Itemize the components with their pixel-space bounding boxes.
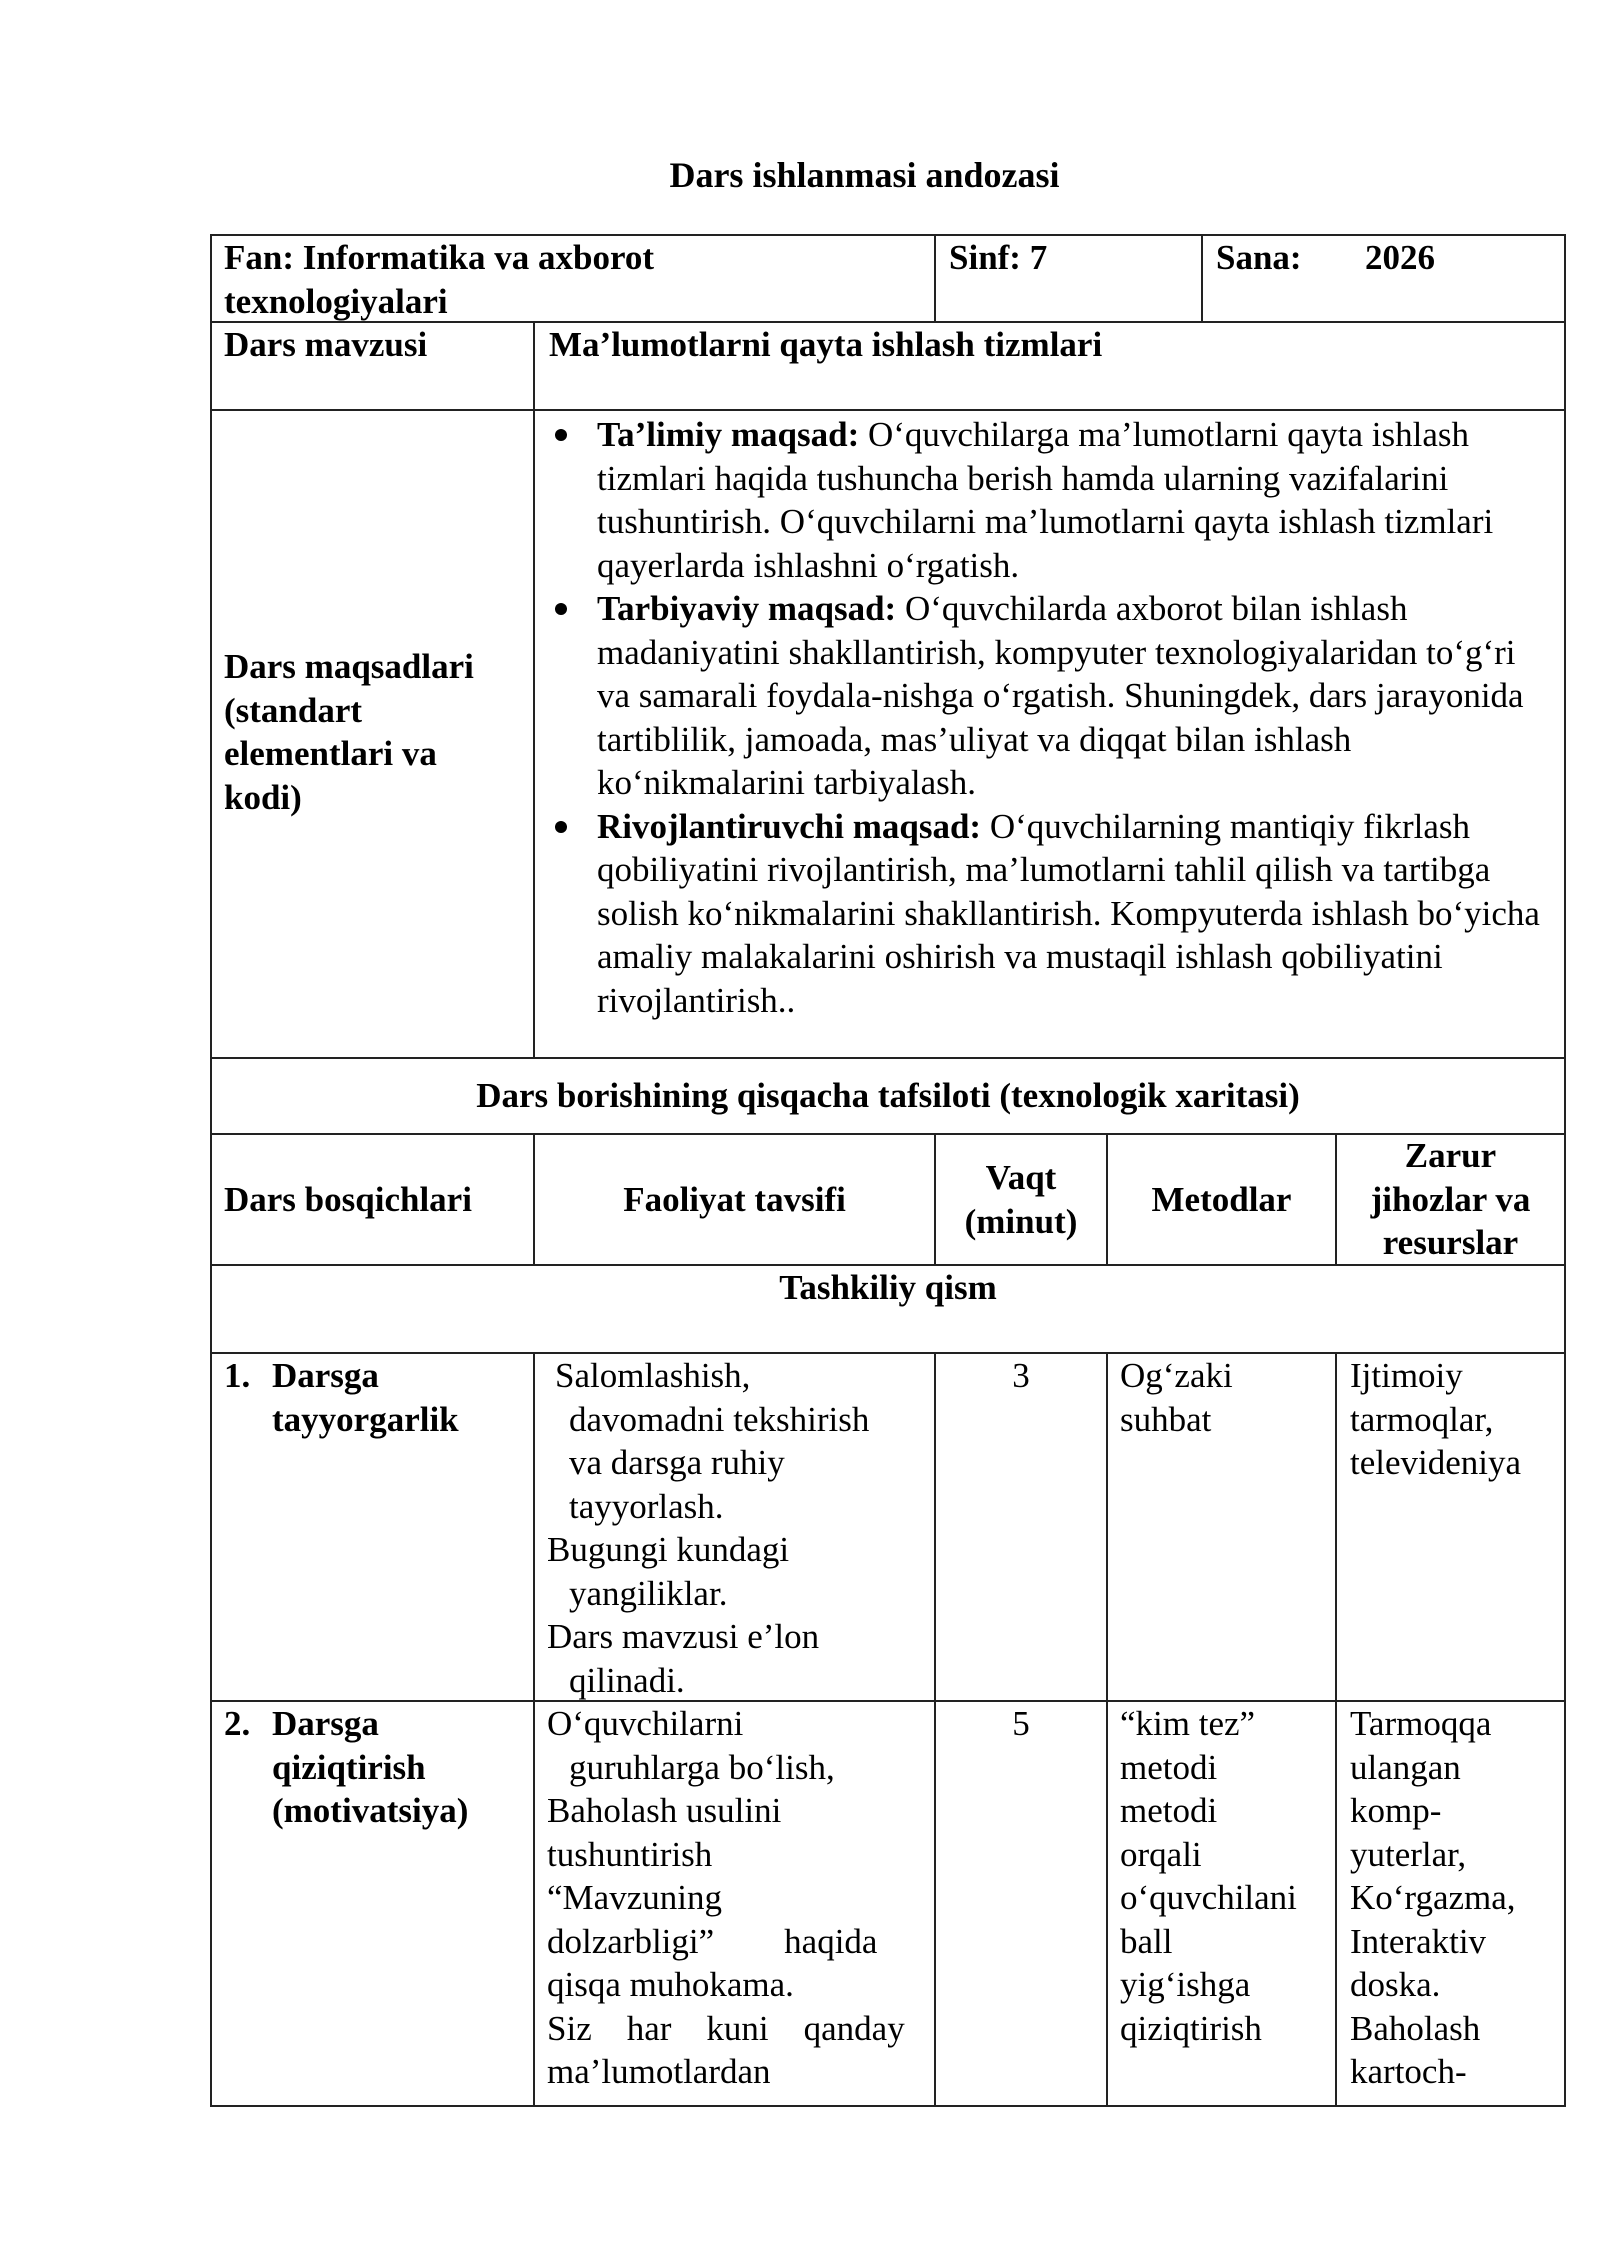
- method-cell: Og‘zaki suhbat: [1120, 1356, 1233, 1439]
- resources-cell: Ijtimoiy tarmoqlar, televideniya: [1350, 1356, 1522, 1482]
- section-title: Dars borishining qisqacha tafsiloti (texnologik xaritasi): [476, 1076, 1300, 1115]
- column-header-time: Vaqt (minut): [964, 1158, 1078, 1241]
- stage-name: Darsga tayyorgarlik: [272, 1356, 459, 1439]
- column-header-resources: Zarur jihozlar va resurslar: [1370, 1136, 1531, 1262]
- time-cell: 5: [1012, 1704, 1030, 1743]
- stage-name: Darsga qiziqtirish (motivatsiya): [272, 1704, 469, 1830]
- topic-label: Dars mavzusi: [224, 325, 428, 364]
- goals-label: Dars maqsadlari (standart elementlari va kodi): [224, 647, 474, 817]
- column-header-activity: Faoliyat tavsifi: [623, 1180, 846, 1219]
- part-title: Tashkiliy qism: [779, 1268, 997, 1307]
- subject-field: Fan: Informatika va axborot texnologiyalari: [224, 238, 655, 321]
- bullet-icon: [555, 429, 567, 441]
- topic-value: Ma’lumotlarni qayta ishlash tizmlari: [549, 325, 1103, 364]
- activity-cell: O‘quvchilarni guruhlarga bo‘lish, Baholash usulini tushuntirish “Mavzuning dolzarbligi” haqida qisqa muhokama. Siz har kuni qanday ma’lumotlardan: [547, 1704, 905, 2091]
- goal-item: Ta’limiy maqsad: O‘quvchilarga ma’lumotlarni qayta ishlash tizmlari haqida tushuncha berish hamda ularning vazifalarini tushuntirish. O‘quvchilarni ma’lumotlarni qayta ishlash tizmlari qayerlarda ishlashni o‘rgatish.: [597, 413, 1557, 587]
- column-header-methods: Metodlar: [1151, 1180, 1292, 1219]
- bullet-icon: [555, 821, 567, 833]
- stage-number: 1.: [224, 1356, 251, 1395]
- stage-number: 2.: [224, 1704, 251, 1743]
- date-value: 2026: [1365, 238, 1435, 277]
- time-cell: 3: [1012, 1356, 1030, 1395]
- bullet-icon: [555, 603, 567, 615]
- activity-cell: Salomlashish, davomadni tekshirish va darsga ruhiy tayyorlash. Bugungi kundagi yangiliklar. Dars mavzusi e’lon qilinadi.: [547, 1356, 870, 1700]
- date-label: Sana:: [1216, 238, 1302, 277]
- resources-cell: Tarmoqqa ulangan komp- yuterlar, Ko‘rgazma, Interaktiv doska. Baholash kartoch-: [1350, 1704, 1516, 2091]
- goal-item: Rivojlantiruvchi maqsad: O‘quvchilarning mantiqiy fikrlash qobiliyatini rivojlantirish, ma’lumotlarni tahlil qilish va tartibga solish ko‘nikmalarini shakllantirish. Kompyuterda ishlash bo‘yicha amaliy malakalarini oshirish va mustaqil ishlash qobiliyatini rivojlantirish..: [597, 805, 1557, 1023]
- column-header-stages: Dars bosqichlari: [224, 1180, 472, 1219]
- goal-item: Tarbiyaviy maqsad: O‘quvchilarda axborot bilan ishlash madaniyatini shakllantirish, kompyuter texnologiyalaridan to‘g‘ri va samarali foydala-nishga o‘rgatish. Shuningdek, dars jarayonida tartiblilik, jamoada, mas’uliyat va diqqat bilan ishlash ko‘nikmalarini tarbiyalash.: [597, 587, 1557, 805]
- page-title: Dars ishlanmasi andozasi: [669, 155, 1060, 195]
- goals-list: [597, 413, 1557, 1022]
- grade-field: Sinf: 7: [949, 238, 1048, 277]
- method-cell: “kim tez” metodi metodi orqali o‘quvchilani ball yig‘ishga qiziqtirish: [1120, 1704, 1297, 2048]
